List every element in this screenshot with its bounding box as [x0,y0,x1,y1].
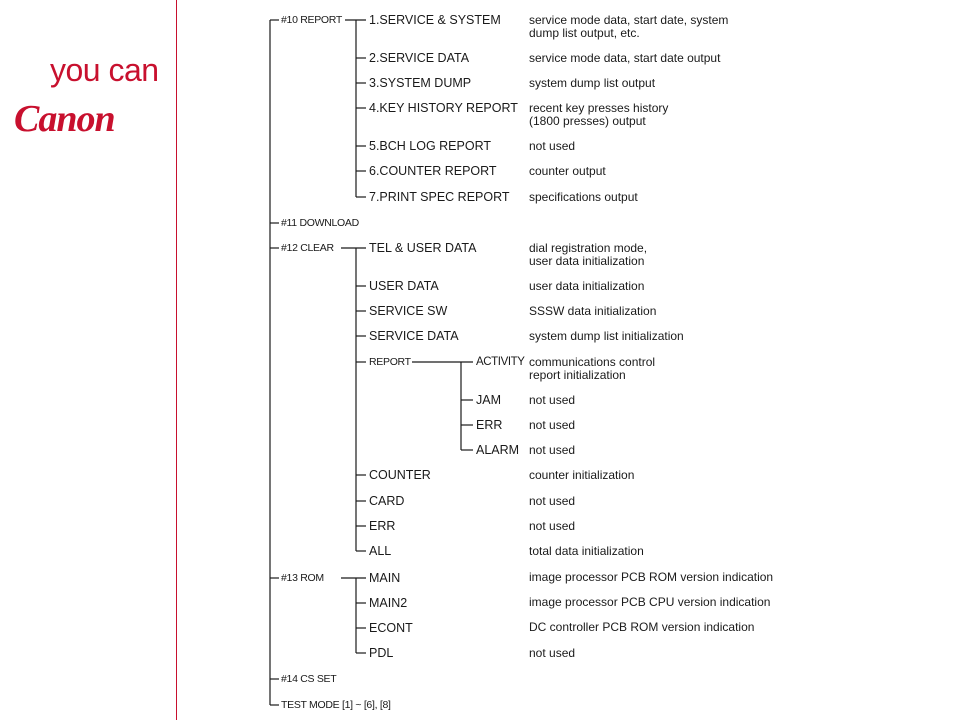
tagline: you can [50,52,159,88]
report-item-label: 2.SERVICE DATA [369,51,470,65]
node-download: #11 DOWNLOAD [281,217,359,229]
clear-report-item-desc: not used [529,443,576,457]
clear-report-item-label: JAM [476,393,501,407]
node-clear: #12 CLEAR [281,242,334,254]
report-item-desc: system dump list output [529,76,656,90]
rom-item-desc: image processor PCB ROM version indication [529,570,774,584]
clear-item-label: USER DATA [369,279,439,293]
clear-item-label: ALL [369,544,392,558]
clear-item-desc: dial registration mode, user data initialization [529,241,648,268]
rom-item-label: MAIN2 [369,596,408,610]
clear-report-item-label: ACTIVITY [476,356,525,368]
clear-report-item-label: ERR [476,418,503,432]
rom-item-desc: not used [529,646,576,660]
report-item-desc: service mode data, start date, system dump list output, etc. [529,13,729,40]
node-report: #10 REPORT [281,14,342,26]
clear-item-label: SERVICE DATA [369,329,459,343]
clear-report-item-desc: not used [529,418,576,432]
report-item-desc: specifications output [529,190,638,204]
report-item-label: 6.COUNTER REPORT [369,164,497,178]
clear-item-desc: user data initialization [529,279,645,293]
rom-item-label: MAIN [369,571,401,585]
clear-item-label: ERR [369,519,396,533]
report-item-label: 4.KEY HISTORY REPORT [369,101,518,115]
report-item-desc: not used [529,139,576,153]
clear-report-item-desc: communications control report initialization [529,355,656,382]
clear-item-label: SERVICE SW [369,304,448,318]
clear-report-item-desc: not used [529,393,576,407]
report-item-label: 1.SERVICE & SYSTEM [369,13,501,27]
report-item-desc: recent key presses history (1800 presses) output [529,101,669,128]
clear-item-label: REPORT [369,356,411,368]
report-item-label: 5.BCH LOG REPORT [369,139,492,153]
clear-item-label: COUNTER [369,468,431,482]
node-rom: #13 ROM [281,572,324,584]
clear-item-label: CARD [369,494,405,508]
node-csset: #14 CS SET [281,673,337,685]
clear-item-desc: total data initialization [529,544,644,558]
rom-item-label: ECONT [369,621,413,635]
clear-report-item-label: ALARM [476,443,520,457]
report-item-desc: counter output [529,164,606,178]
clear-item-desc: not used [529,519,576,533]
clear-item-desc: SSSW data initialization [529,304,657,318]
rom-item-desc: DC controller PCB ROM version indication [529,620,755,634]
rom-item-label: PDL [369,646,394,660]
clear-item-label: TEL & USER DATA [369,241,477,255]
report-item-label: 3.SYSTEM DUMP [369,76,472,90]
node-testmode: TEST MODE [1] ~ [6], [8] [281,699,391,711]
rom-item-desc: image processor PCB CPU version indication [529,595,771,609]
report-item-label: 7.PRINT SPEC REPORT [369,190,510,204]
clear-item-desc: not used [529,494,576,508]
canon-logo: Canon [14,98,115,140]
clear-item-desc: system dump list initialization [529,329,684,343]
clear-item-desc: counter initialization [529,468,635,482]
report-item-desc: service mode data, start date output [529,51,721,65]
